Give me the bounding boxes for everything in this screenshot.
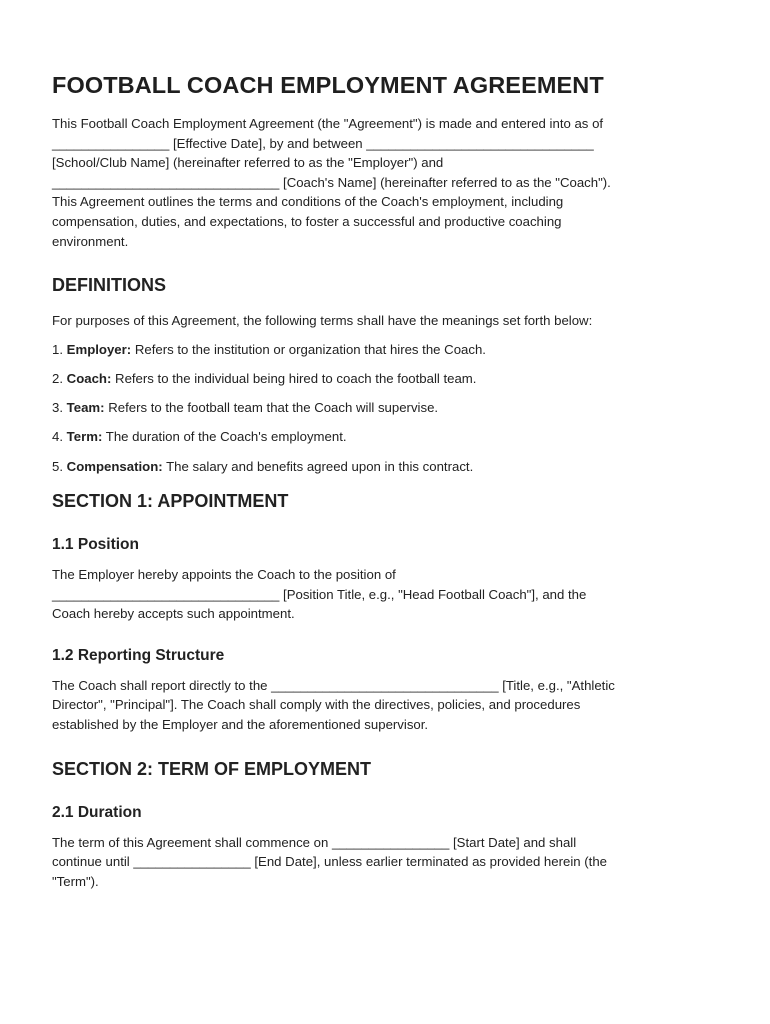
definition-item: [52, 427, 718, 447]
section-2-heading: SECTION 2: TERM OF EMPLOYMENT: [52, 758, 372, 779]
subsection-1-2-heading: 1.2 Reporting Structure: [52, 646, 225, 664]
definition-term: Employer:: [66, 341, 132, 357]
paragraph-line: Director", "Principal"]. The Coach shall comply with the directives, policies, and procedures: [52, 697, 581, 713]
definition-item: [52, 340, 718, 360]
intro-paragraph: [52, 114, 718, 251]
intro-line: compensation, duties, and expectations, to foster a successful and productive coaching: [52, 213, 562, 229]
definitions-heading: DEFINITIONS: [52, 275, 167, 296]
definition-item: [52, 398, 718, 418]
definition-text: Refers to the individual being hired to coach the football team.: [111, 370, 477, 386]
intro-line: This Football Coach Employment Agreement (the "Agreement") is made and entered into as of: [52, 116, 604, 131]
definition-term: Compensation:: [66, 458, 163, 474]
definition-item: [52, 457, 718, 477]
paragraph-line: continue until ________________ [End Date], unless earlier terminated as provided herein (the: [52, 854, 607, 870]
definition-term: Team:: [66, 400, 105, 416]
intro-line: environment.: [52, 233, 129, 249]
paragraph-line: _______________________________ [Position Title, e.g., "Head Football Coach"], and the: [52, 586, 587, 602]
paragraph-line: The term of this Agreement shall commence on ________________ [Start Date] and shall: [52, 834, 577, 850]
section-1-heading: SECTION 1: APPOINTMENT: [52, 491, 289, 512]
intro-line: _______________________________ [Coach's Name] (hereinafter referred to as the "Coach").: [52, 174, 611, 190]
paragraph-line: Coach hereby accepts such appointment.: [52, 606, 295, 622]
definition-number: 2.: [52, 370, 67, 386]
subsection-1-2-paragraph: [52, 676, 718, 735]
intro-line: This Agreement outlines the terms and conditions of the Coach's employment, including: [52, 194, 564, 210]
subsection-2-1-paragraph: [52, 833, 718, 892]
definition-text: Refers to the institution or organization that hires the Coach.: [131, 341, 486, 357]
paragraph-line: The Employer hereby appoints the Coach to the position of: [52, 567, 396, 583]
paragraph-line: "Term").: [52, 873, 99, 889]
document-title: FOOTBALL COACH EMPLOYMENT AGREEMENT: [52, 72, 604, 98]
subsection-2-1-heading: 2.1 Duration: [52, 803, 142, 821]
definition-text: The duration of the Coach's employment.: [102, 429, 347, 445]
definition-number: 4.: [52, 429, 67, 445]
definitions-lead: For purposes of this Agreement, the following terms shall have the meanings set forth below:: [52, 313, 593, 329]
subsection-1-1-paragraph: [52, 565, 718, 624]
definition-number: 5.: [52, 458, 67, 474]
definition-text: The salary and benefits agreed upon in this contract.: [162, 458, 474, 474]
definition-number: 3.: [52, 400, 67, 416]
definition-item: [52, 369, 718, 389]
intro-line: [School/Club Name] (hereinafter referred to as the "Employer") and: [52, 155, 444, 171]
definition-text: Refers to the football team that the Coach will supervise.: [104, 400, 439, 416]
definition-term: Term:: [66, 429, 103, 445]
intro-line: ________________ [Effective Date], by and between _______________________________: [52, 135, 594, 151]
subsection-1-1-heading: 1.1 Position: [52, 536, 139, 554]
definition-number: 1.: [52, 341, 67, 357]
definitions-list: [52, 340, 718, 476]
definition-term: Coach:: [66, 370, 112, 386]
paragraph-line: established by the Employer and the aforementioned supervisor.: [52, 717, 429, 733]
paragraph-line: The Coach shall report directly to the _______________________________ [Title, e.g., "Athletic: [52, 677, 615, 693]
